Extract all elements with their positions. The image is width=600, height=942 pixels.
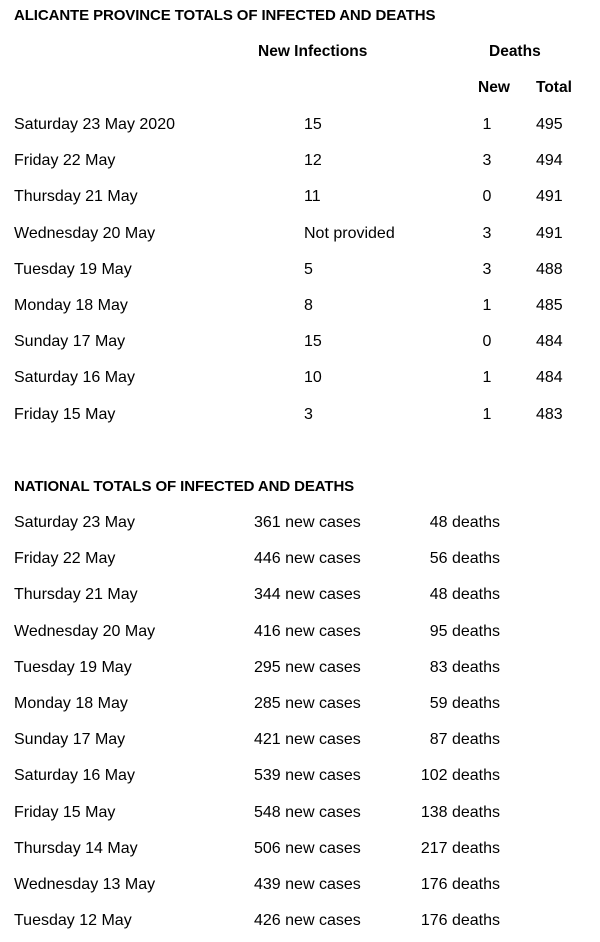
- province-row-date: Friday 22 May: [14, 152, 116, 169]
- national-title: NATIONAL TOTALS OF INFECTED AND DEATHS: [14, 478, 355, 495]
- national-row-cases: 426 new cases: [254, 912, 361, 929]
- province-row-new-deaths: 1: [482, 116, 492, 133]
- header-deaths: Deaths: [489, 43, 541, 60]
- national-row-deaths: 48 deaths: [429, 586, 500, 603]
- province-row-total-deaths: 491: [536, 225, 563, 242]
- national-row-deaths: 83 deaths: [429, 659, 500, 676]
- national-row-date: Thursday 14 May: [14, 840, 138, 857]
- national-row-date: Friday 15 May: [14, 804, 116, 821]
- national-row-deaths: 87 deaths: [429, 731, 500, 748]
- national-row-date: Saturday 23 May: [14, 514, 135, 531]
- national-row-cases: 439 new cases: [254, 876, 361, 893]
- national-row-cases: 506 new cases: [254, 840, 361, 857]
- province-title: ALICANTE PROVINCE TOTALS OF INFECTED AND DEATHS: [14, 7, 436, 24]
- national-row-date: Wednesday 20 May: [14, 623, 156, 640]
- province-row-infections: 10: [304, 369, 322, 386]
- national-row-deaths: 59 deaths: [429, 695, 500, 712]
- province-row-date: Sunday 17 May: [14, 333, 126, 350]
- national-row-cases: 548 new cases: [254, 804, 361, 821]
- province-row-total-deaths: 484: [536, 369, 563, 386]
- province-row-date: Saturday 23 May 2020: [14, 116, 175, 133]
- national-row-date: Saturday 16 May: [14, 767, 135, 784]
- national-row-cases: 539 new cases: [254, 767, 361, 784]
- header-new: New: [478, 79, 510, 96]
- national-row-deaths: 176 deaths: [420, 912, 500, 929]
- province-row-infections: 8: [304, 297, 313, 314]
- national-row-cases: 295 new cases: [254, 659, 361, 676]
- province-row-total-deaths: 495: [536, 116, 563, 133]
- province-row-new-deaths: 0: [482, 188, 492, 205]
- national-row-date: Monday 18 May: [14, 695, 128, 712]
- national-row-date: Tuesday 19 May: [14, 659, 132, 676]
- header-total: Total: [536, 79, 572, 96]
- national-row-cases: 446 new cases: [254, 550, 361, 567]
- province-row-date: Friday 15 May: [14, 406, 116, 423]
- province-row-infections: 12: [304, 152, 322, 169]
- province-row-total-deaths: 491: [536, 188, 563, 205]
- national-row-deaths: 56 deaths: [429, 550, 500, 567]
- province-row-date: Wednesday 20 May: [14, 225, 156, 242]
- province-row-infections: Not provided: [304, 225, 395, 242]
- national-row-deaths: 102 deaths: [420, 767, 500, 784]
- national-row-date: Sunday 17 May: [14, 731, 126, 748]
- province-row-total-deaths: 484: [536, 333, 563, 350]
- national-row-cases: 285 new cases: [254, 695, 361, 712]
- province-row-date: Tuesday 19 May: [14, 261, 132, 278]
- national-row-date: Thursday 21 May: [14, 586, 138, 603]
- national-row-deaths: 217 deaths: [420, 840, 500, 857]
- national-row-deaths: 138 deaths: [420, 804, 500, 821]
- province-row-total-deaths: 488: [536, 261, 563, 278]
- province-row-infections: 15: [304, 116, 322, 133]
- national-row-cases: 344 new cases: [254, 586, 361, 603]
- national-row-deaths: 95 deaths: [429, 623, 500, 640]
- province-row-new-deaths: 3: [482, 225, 492, 242]
- province-row-date: Monday 18 May: [14, 297, 128, 314]
- province-row-new-deaths: 0: [482, 333, 492, 350]
- province-row-new-deaths: 1: [482, 406, 492, 423]
- province-row-date: Saturday 16 May: [14, 369, 135, 386]
- national-row-date: Tuesday 12 May: [14, 912, 132, 929]
- national-row-cases: 361 new cases: [254, 514, 361, 531]
- national-row-date: Friday 22 May: [14, 550, 116, 567]
- header-new-infections: New Infections: [258, 43, 368, 60]
- province-row-total-deaths: 485: [536, 297, 563, 314]
- province-row-total-deaths: 483: [536, 406, 563, 423]
- national-row-cases: 416 new cases: [254, 623, 361, 640]
- province-row-new-deaths: 1: [482, 369, 492, 386]
- national-row-deaths: 176 deaths: [420, 876, 500, 893]
- province-row-infections: 3: [304, 406, 313, 423]
- province-row-infections: 5: [304, 261, 313, 278]
- province-row-new-deaths: 1: [482, 297, 492, 314]
- province-row-date: Thursday 21 May: [14, 188, 138, 205]
- national-row-cases: 421 new cases: [254, 731, 361, 748]
- national-row-date: Wednesday 13 May: [14, 876, 156, 893]
- national-row-deaths: 48 deaths: [429, 514, 500, 531]
- province-row-new-deaths: 3: [482, 152, 492, 169]
- province-row-infections: 11: [304, 188, 321, 205]
- province-row-total-deaths: 494: [536, 152, 563, 169]
- province-row-infections: 15: [304, 333, 322, 350]
- province-row-new-deaths: 3: [482, 261, 492, 278]
